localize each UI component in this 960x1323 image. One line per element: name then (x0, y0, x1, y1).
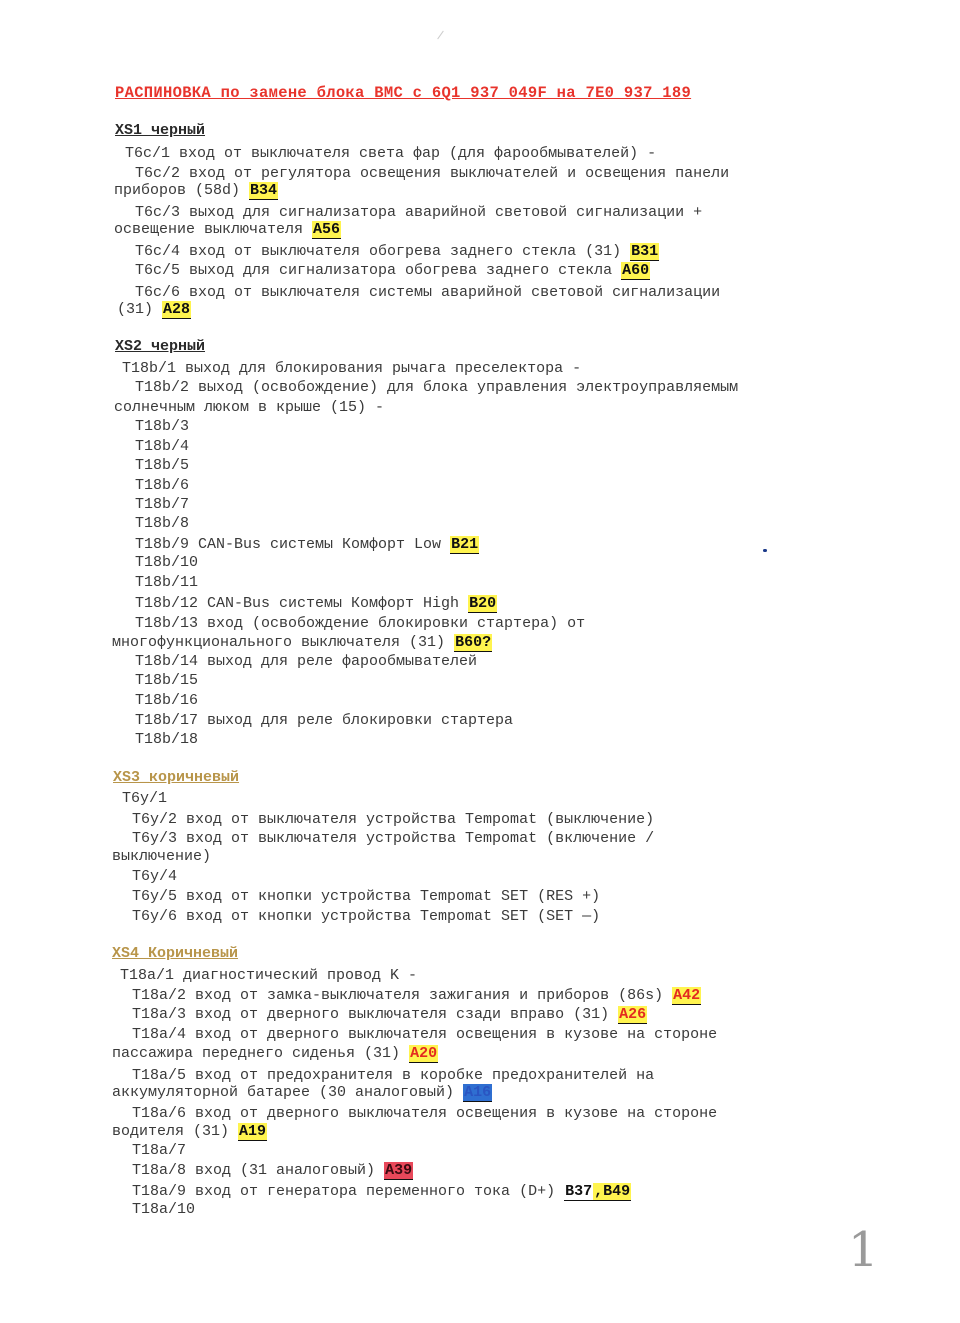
pin-line: (31) A28 (117, 301, 191, 318)
pin-tag: A39 (385, 1162, 413, 1179)
pin-tag: A19 (239, 1123, 267, 1140)
pin-line: T18b/13 вход (освобождение блокировки стартера) от (135, 615, 586, 632)
section-heading-xs1: XS1 черный (115, 122, 206, 139)
pin-line: солнечным люком в крыше (15) - (114, 399, 385, 416)
pin-line: T18b/18 (135, 731, 199, 748)
pin-tag: A60 (622, 262, 650, 279)
pin-line: T18b/5 (135, 457, 190, 474)
ink-dot (763, 549, 767, 552)
pin-line: T18b/9 CAN-Bus системы Комфорт Low B21 (135, 536, 479, 553)
pin-line: T18a/4 вход от дверного выключателя освещения в кузове на стороне (132, 1026, 718, 1043)
pin-line: T18b/2 выход (освобождение) для блока управления электроуправляемым (135, 379, 739, 396)
pin-line: T18b/16 (135, 692, 199, 709)
pin-line: T6y/1 (122, 790, 168, 807)
pin-line: T6c/3 выход для сигнализатора аварийной световой сигнализации + (135, 204, 703, 221)
pencil-mark (437, 31, 444, 40)
pin-tag: A20 (410, 1045, 438, 1062)
pin-line: T18a/2 вход от замка-выключателя зажигания и приборов (86s) A42 (132, 987, 701, 1004)
pin-tag: B21 (451, 536, 479, 553)
pin-line: T18a/8 вход (31 аналоговый) A39 (132, 1162, 413, 1179)
pin-line: T18b/7 (135, 496, 190, 513)
pin-tag: A56 (313, 221, 341, 238)
section-heading-xs2: XS2 черный (115, 338, 206, 355)
pin-line: T18b/17 выход для реле блокировки стартера (135, 712, 514, 729)
pin-line: выключение) (112, 848, 212, 865)
pin-line: T18b/14 выход для реле фарообмывателей (135, 653, 478, 670)
pin-line: T18a/6 вход от дверного выключателя освещения в кузове на стороне (132, 1105, 718, 1122)
section-heading-xs3: XS3_коричневый (113, 769, 240, 786)
pin-line: T18b/11 (135, 574, 199, 591)
pin-line: T18b/1 выход для блокирования рычага преселектора - (122, 360, 582, 377)
pin-line: T6y/2 вход от выключателя устройства Tempomat (выключение) (132, 811, 655, 828)
pin-line: T18b/15 (135, 672, 199, 689)
pin-line: T18b/10 (135, 554, 199, 571)
pin-line: T6c/5 выход для сигнализатора обогрева заднего стекла A60 (135, 262, 650, 279)
pin-line: T6c/1 вход от выключателя света фар (для фарообмывателей) - (125, 145, 657, 162)
pin-tag: A26 (619, 1006, 647, 1023)
pin-line: T6c/6 вход от выключателя системы аварийной световой сигнализации (135, 284, 721, 301)
pin-line: пассажира переднего сиденья (31) A20 (112, 1045, 438, 1062)
pin-line: T6y/5 вход от кнопки устройства Tempomat SET (RES +) (132, 888, 601, 905)
pin-line: T6y/3 вход от выключателя устройства Tempomat (включение / (132, 830, 655, 847)
pin-line: T18b/8 (135, 515, 190, 532)
pin-tag: B60? (455, 634, 492, 651)
pin-tag: A42 (673, 987, 701, 1004)
pin-tag: B37 (565, 1183, 593, 1200)
pin-line: T18a/3 вход от дверного выключателя сзади вправо (31) A26 (132, 1006, 647, 1023)
pin-line: T18b/6 (135, 477, 190, 494)
pin-line: T18b/3 (135, 418, 190, 435)
pin-line: T6y/6 вход от кнопки устройства Tempomat SET (SET —) (132, 908, 601, 925)
pin-line: T18a/9 вход от генератора переменного тока (D+) B37 ,B49 (132, 1183, 631, 1200)
pin-line: T18b/12 CAN-Bus системы Комфорт High B20 (135, 595, 497, 612)
pin-line: приборов (58d) B34 (114, 182, 278, 199)
pin-line: T18b/4 (135, 438, 190, 455)
pin-line: водителя (31) A19 (112, 1123, 267, 1140)
pin-line: T6c/2 вход от регулятора освещения выключателей и освещения панели (135, 165, 730, 182)
pin-line: T18a/7 (132, 1142, 187, 1159)
pin-line: T18a/10 (132, 1201, 196, 1218)
section-heading-xs4: XS4 Коричневый (112, 945, 239, 962)
pin-tag: B34 (250, 182, 278, 199)
pin-line: аккумуляторной батарее (30 аналоговый) A16 (112, 1084, 492, 1101)
pin-tag: A28 (163, 301, 191, 318)
pin-line: T6y/4 (132, 868, 178, 885)
pin-tag: B31 (631, 243, 659, 260)
pin-line: освещение выключателя A56 (114, 221, 341, 238)
pin-line: T18a/1 диагностический провод K - (120, 967, 418, 984)
pin-tag: B20 (469, 595, 497, 612)
page-title: РАСПИНОВКА по замене блока BMC с 6Q1 937 049F на 7E0 937 189 (115, 84, 692, 102)
pin-tag: ,B49 (594, 1183, 631, 1200)
page-number: 1 (848, 1222, 879, 1278)
pin-line: многофункционального выключателя (31) B60? (112, 634, 492, 651)
pin-line: T18a/5 вход от предохранителя в коробке предохранителей на (132, 1067, 655, 1084)
pin-line: T6c/4 вход от выключателя обогрева заднего стекла (31) B31 (135, 243, 659, 260)
pin-tag: A16 (464, 1084, 492, 1101)
